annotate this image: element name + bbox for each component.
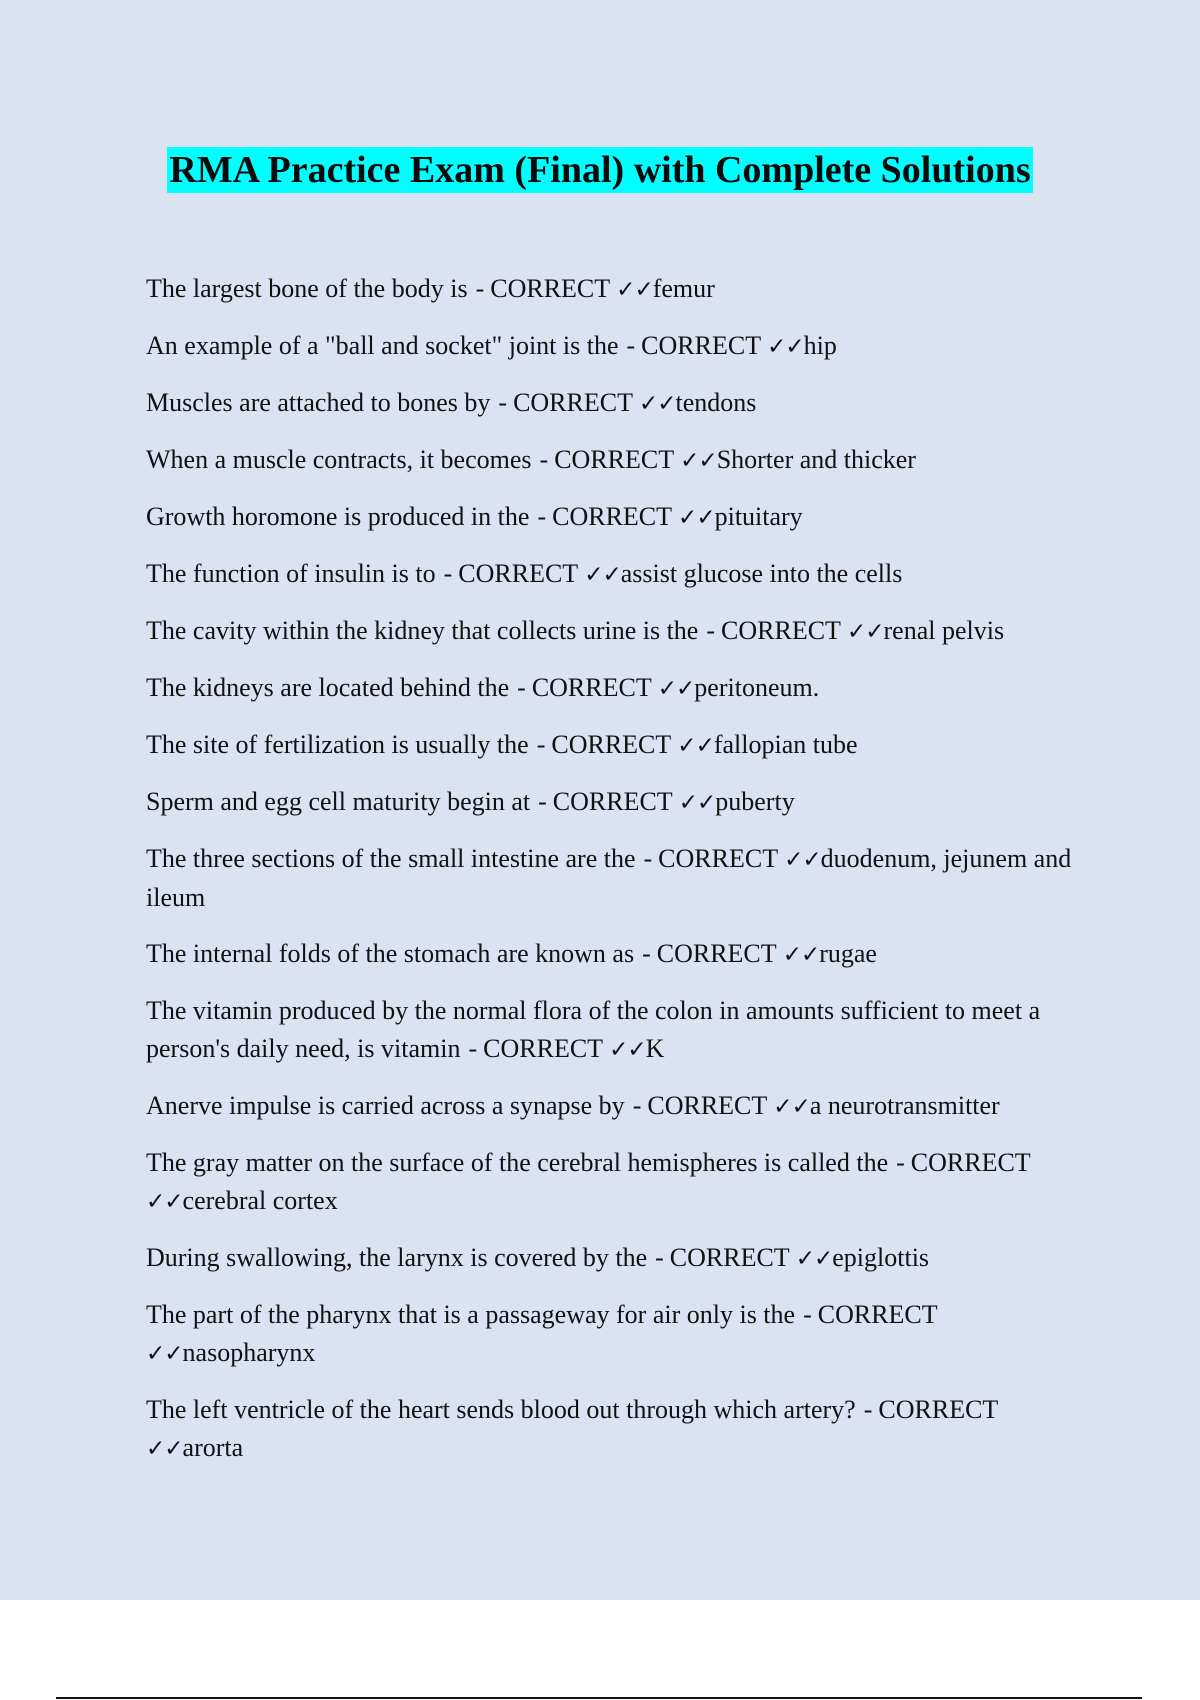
answer-text: rugae (819, 939, 877, 968)
question-text: During swallowing, the larynx is covered by the (146, 1243, 648, 1272)
answer-text: tendons (675, 388, 757, 417)
separator-dash: - (642, 939, 651, 968)
separator-dash: - (863, 1395, 873, 1424)
double-check-icon: ✓✓ (609, 1037, 646, 1063)
double-check-icon: ✓✓ (782, 942, 820, 968)
qa-item (146, 1087, 1096, 1126)
question-text: The site of fertilization is usually the (146, 730, 529, 759)
question-text: An example of a "ball and socket" joint is the (146, 331, 619, 360)
answer-text: hip (803, 331, 837, 360)
answer-text: peritoneum. (694, 673, 820, 702)
answer-text: pituitary (714, 502, 803, 531)
qa-item (146, 1239, 1096, 1278)
correct-label: CORRECT (554, 445, 674, 474)
correct-label: CORRECT (647, 1091, 767, 1120)
correct-label: CORRECT (490, 274, 610, 303)
correct-label: CORRECT (817, 1300, 938, 1329)
qa-item (146, 783, 1096, 822)
separator-dash: - (655, 1243, 664, 1272)
answer-text: renal pelvis (883, 616, 1005, 645)
double-check-icon: ✓✓ (680, 448, 717, 474)
question-text: Anerve impulse is carried across a synapse by (146, 1091, 625, 1120)
separator-dash: - (539, 445, 549, 474)
qa-item (146, 384, 1096, 423)
qa-item (146, 441, 1096, 480)
double-check-icon: ✓✓ (773, 1094, 810, 1120)
answer-text: cerebral cortex (182, 1186, 338, 1215)
separator-dash: - (643, 844, 653, 873)
question-text: The left ventricle of the heart sends blood out through which artery? (146, 1395, 856, 1424)
double-check-icon: ✓✓ (678, 505, 715, 531)
qa-item (146, 992, 1096, 1069)
separator-dash: - (896, 1148, 905, 1177)
correct-label: CORRECT (513, 388, 633, 417)
qa-item (146, 726, 1096, 765)
separator-dash: - (468, 1034, 478, 1063)
qa-list (146, 270, 1096, 1486)
question-text: The gray matter on the surface of the cerebral hemispheres is called the (146, 1148, 889, 1177)
separator-dash: - (803, 1300, 812, 1329)
separator-dash: - (498, 388, 508, 417)
double-check-icon: ✓✓ (146, 1189, 183, 1215)
qa-item (146, 1144, 1096, 1221)
question-text: The part of the pharynx that is a passageway for air only is the (146, 1300, 796, 1329)
double-check-icon: ✓✓ (146, 1341, 183, 1367)
qa-item (146, 555, 1096, 594)
double-check-icon: ✓✓ (767, 334, 804, 360)
answer-text: nasopharynx (182, 1338, 316, 1367)
correct-label: CORRECT (910, 1148, 1031, 1177)
qa-item (146, 1296, 1096, 1373)
separator-dash: - (475, 274, 485, 303)
answer-text: femur (652, 274, 715, 303)
correct-label: CORRECT (658, 844, 778, 873)
question-text: When a muscle contracts, it becomes (146, 445, 532, 474)
double-check-icon: ✓✓ (784, 847, 821, 873)
separator-dash: - (517, 673, 526, 702)
correct-label: CORRECT (552, 502, 672, 531)
question-text: Sperm and egg cell maturity begin at (146, 787, 531, 816)
double-check-icon: ✓✓ (677, 733, 714, 759)
question-text: The vitamin produced by the normal flora of the colon in amounts sufficient to meet a person's daily need, is vitamin (146, 996, 1041, 1063)
qa-item (146, 935, 1096, 974)
question-text: The cavity within the kidney that collects urine is the (146, 616, 699, 645)
double-check-icon: ✓✓ (846, 619, 884, 645)
question-text: The function of insulin is to (146, 559, 436, 588)
double-check-icon: ✓✓ (639, 391, 676, 417)
qa-item (146, 1391, 1096, 1468)
qa-item (146, 840, 1096, 917)
question-text: The kidneys are located behind the (146, 673, 510, 702)
separator-dash: - (537, 502, 547, 531)
separator-dash: - (538, 787, 547, 816)
correct-label: CORRECT (878, 1395, 998, 1424)
correct-label: CORRECT (641, 331, 761, 360)
qa-item (146, 669, 1096, 708)
question-text: Muscles are attached to bones by (146, 388, 491, 417)
correct-label: CORRECT (458, 559, 578, 588)
double-check-icon: ✓✓ (616, 277, 653, 303)
correct-label: CORRECT (669, 1243, 790, 1272)
question-text: The internal folds of the stomach are known as (146, 939, 635, 968)
double-check-icon: ✓✓ (795, 1246, 833, 1272)
correct-label: CORRECT (551, 730, 671, 759)
document-title: RMA Practice Exam (Final) with Complete Solutions (169, 149, 1031, 191)
title-wrapper (0, 147, 1200, 193)
correct-label: CORRECT (721, 616, 841, 645)
correct-label: CORRECT (531, 673, 652, 702)
answer-text: duodenum, jejunem and ileum (146, 844, 1072, 912)
double-check-icon: ✓✓ (657, 676, 695, 702)
separator-dash: - (536, 730, 546, 759)
qa-item (146, 498, 1096, 537)
separator-dash: - (626, 331, 636, 360)
answer-text: Shorter and thicker (716, 445, 916, 474)
answer-text: a neurotransmitter (809, 1091, 1000, 1120)
qa-item (146, 612, 1096, 651)
separator-dash: - (443, 559, 453, 588)
answer-text: epiglottis (832, 1243, 930, 1272)
answer-text: assist glucose into the cells (620, 559, 903, 588)
qa-item (146, 327, 1096, 366)
answer-text: arorta (182, 1433, 244, 1462)
correct-label: CORRECT (552, 787, 673, 816)
double-check-icon: ✓✓ (678, 790, 716, 816)
double-check-icon: ✓✓ (584, 562, 621, 588)
footer-divider (56, 1697, 1142, 1699)
answer-text: puberty (715, 787, 795, 816)
separator-dash: - (706, 616, 716, 645)
correct-label: CORRECT (483, 1034, 603, 1063)
question-text: The three sections of the small intestine are the (146, 844, 636, 873)
separator-dash: - (632, 1091, 642, 1120)
answer-text: K (645, 1034, 665, 1063)
question-text: The largest bone of the body is (146, 274, 468, 303)
correct-label: CORRECT (656, 939, 777, 968)
qa-item (146, 270, 1096, 309)
answer-text: fallopian tube (713, 730, 858, 759)
question-text: Growth horomone is produced in the (146, 502, 530, 531)
double-check-icon: ✓✓ (146, 1436, 183, 1462)
